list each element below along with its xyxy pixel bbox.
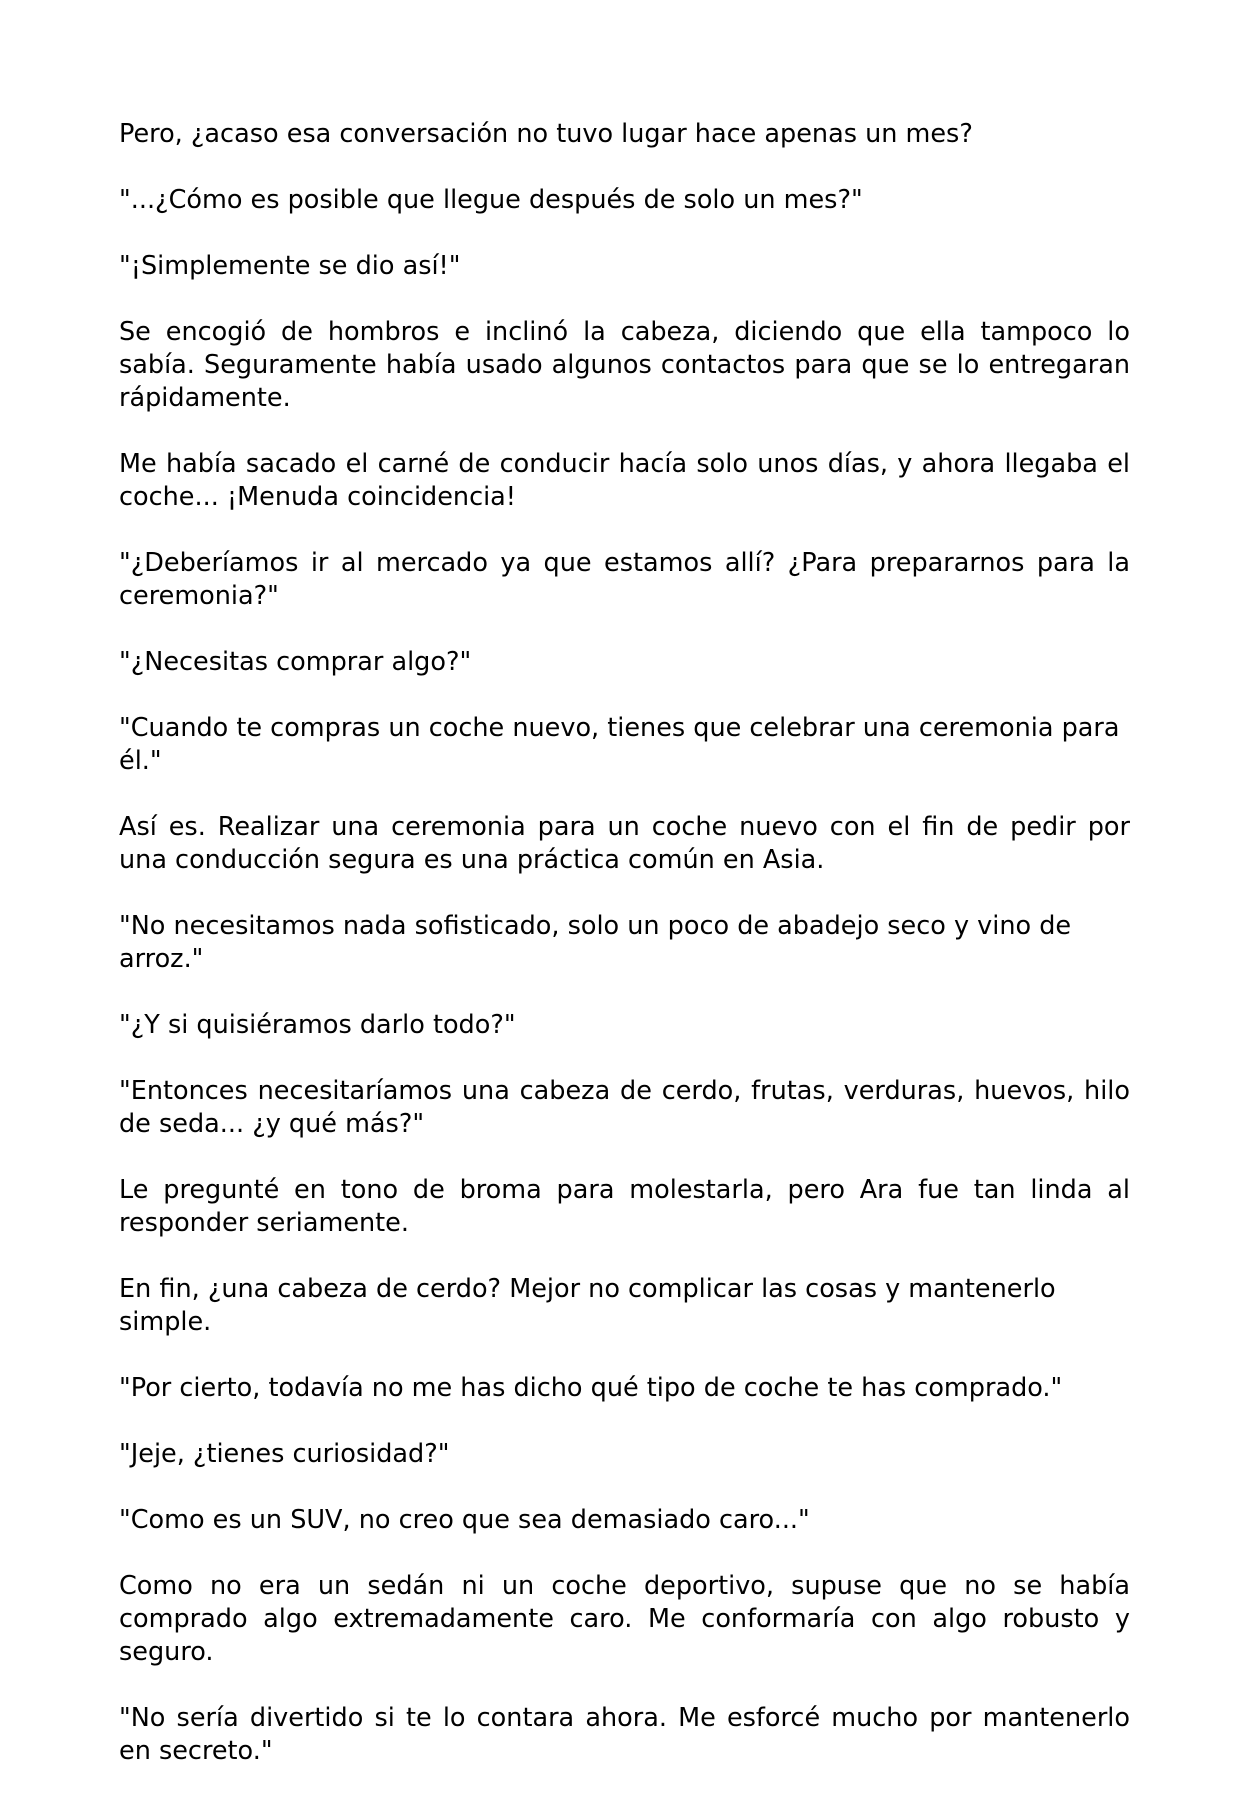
paragraph: "Entonces necesitaríamos una cabeza de cerdo, frutas, verduras, huevos, hilo de seda... ¿y qué más?" (119, 1076, 1130, 1139)
paragraph: "¿Necesitas comprar algo?" (119, 647, 472, 677)
paragraph: Así es. Realizar una ceremonia para un coche nuevo con el fin de pedir por una conducción segura es una práctica común en Asia. (119, 812, 1130, 875)
paragraph: "¡Simplemente se dio así!" (119, 251, 461, 281)
paragraph: En fin, ¿una cabeza de cerdo? Mejor no complicar las cosas y mantenerlo simple. (119, 1274, 1056, 1337)
paragraph: "No sería divertido si te lo contara ahora. Me esforcé mucho por mantenerlo en secreto." (119, 1703, 1130, 1766)
paragraph: "Por cierto, todavía no me has dicho qué tipo de coche te has comprado." (119, 1373, 1063, 1403)
paragraph: Le pregunté en tono de broma para molestarla, pero Ara fue tan linda al responder seriamente. (119, 1175, 1130, 1238)
paragraph: "Cuando te compras un coche nuevo, tienes que celebrar una ceremonia para él." (119, 713, 1120, 776)
paragraph: "...¿Cómo es posible que llegue después de solo un mes?" (119, 185, 863, 215)
document-body (119, 118, 1130, 1801)
paragraph: "No necesitamos nada sofisticado, solo un poco de abadejo seco y vino de arroz." (119, 911, 1072, 974)
paragraph: Pero, ¿acaso esa conversación no tuvo lugar hace apenas un mes? (119, 119, 973, 149)
paragraph: Como no era un sedán ni un coche deportivo, supuse que no se había comprado algo extremadamente caro. Me conformaría con algo robusto y seguro. (119, 1571, 1130, 1667)
paragraph: "Jeje, ¿tienes curiosidad?" (119, 1439, 450, 1469)
paragraph: Me había sacado el carné de conducir hacía solo unos días, y ahora llegaba el coche... ¡Menuda coincidencia! (119, 449, 1130, 512)
paragraph: "¿Y si quisiéramos darlo todo?" (119, 1010, 516, 1040)
paragraph: "¿Deberíamos ir al mercado ya que estamos allí? ¿Para prepararnos para la ceremonia?" (119, 548, 1130, 611)
paragraph: "Como es un SUV, no creo que sea demasiado caro..." (119, 1505, 810, 1535)
paragraph: Se encogió de hombros e inclinó la cabeza, diciendo que ella tampoco lo sabía. Seguramente había usado algunos contactos para que se lo entregaran rápidamente. (119, 317, 1130, 413)
